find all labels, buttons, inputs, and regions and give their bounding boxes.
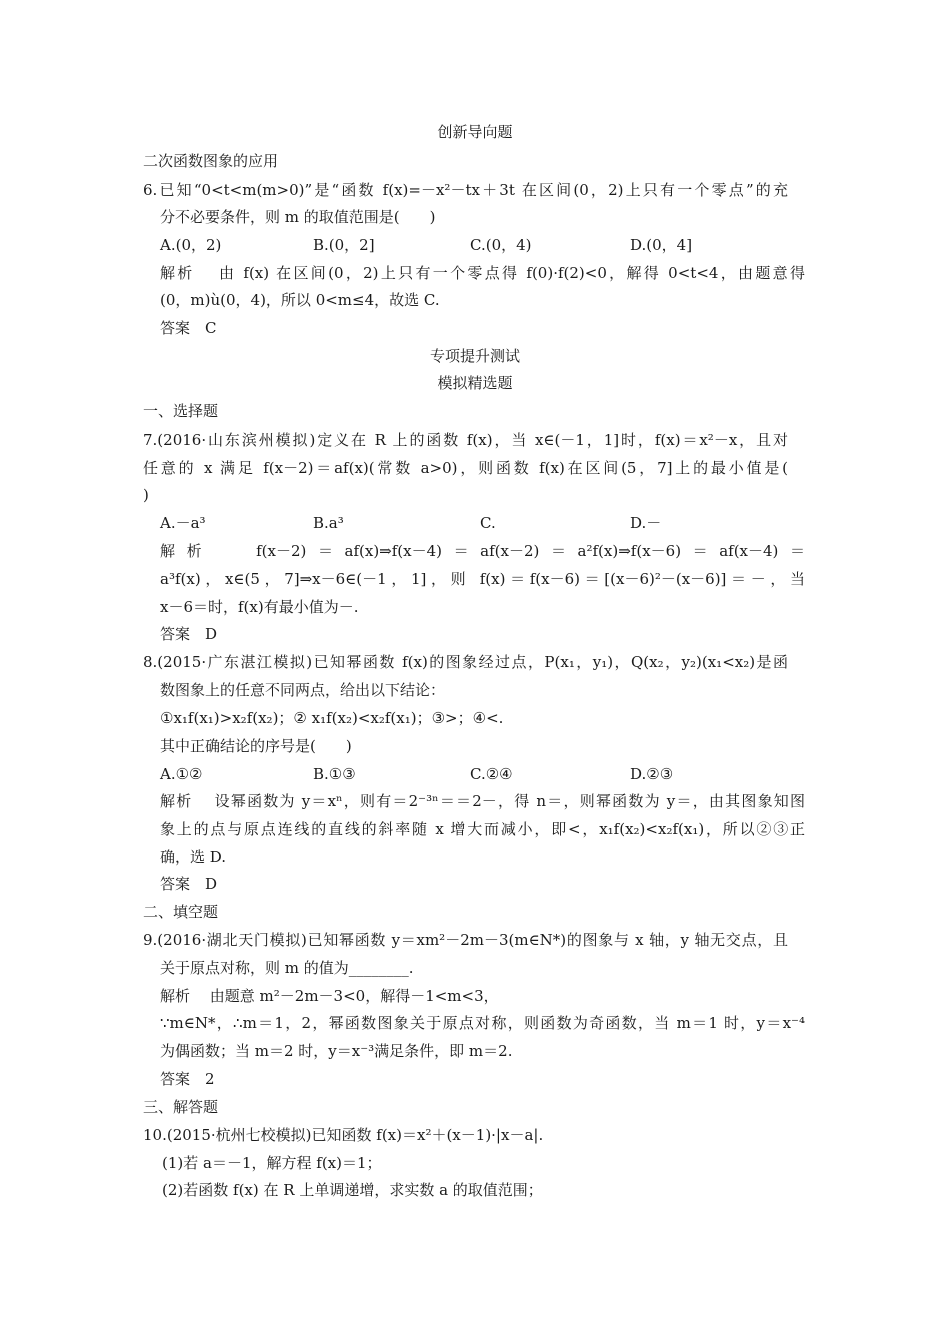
q9-stem-line1: 9.(2016·湖北天门模拟)已知幂函数 y＝xm²－2m－3(m∈N*)的图象与 x 轴，y 轴无交点，且 <box>143 931 788 949</box>
part-heading-1: 一、选择题 <box>143 402 219 420</box>
q6-option-c: C.(0，4) <box>470 236 532 254</box>
q7-stem-line3: ) <box>143 486 149 504</box>
part-heading-3: 三、解答题 <box>143 1098 219 1116</box>
q8-option-b: B.①③ <box>313 765 356 783</box>
q9-solution-line2: ∵m∈N*，∴m＝1，2，幂函数图象关于原点对称，则函数为奇函数，当 m＝1 时，y＝x⁻⁴ <box>160 1014 805 1032</box>
subsection-heading: 二次函数图象的应用 <box>143 152 279 170</box>
q6-solution-line1: 解析 由 f(x) 在区间(0，2)上只有一个零点得 f(0)·f(2)<0，解得 0<t<4，由题意得 <box>160 264 805 282</box>
section-title-2: 专项提升测试 <box>429 347 520 365</box>
q7-answer: 答案 D <box>160 625 218 643</box>
q9-solution-line1: 解析 由题意 m²－2m－3<0，解得－1<m<3， <box>160 987 499 1005</box>
q8-stem-line1: 8.(2015·广东湛江模拟)已知幂函数 f(x)的图象经过点，P(x₁，y₁)，Q(x₂，y₂)(x₁<x₂)是函 <box>143 653 788 671</box>
q8-answer: 答案 D <box>160 875 218 893</box>
q9-solution-line3: 为偶函数；当 m＝2 时，y＝x⁻³满足条件，即 m＝2. <box>160 1042 513 1060</box>
q10-stem: 10.(2015·杭州七校模拟)已知函数 f(x)＝x²＋(x－1)·|x－a|. <box>143 1126 544 1144</box>
q7-option-a: A.－a³ <box>160 514 206 532</box>
q6-answer: 答案 C <box>160 319 217 337</box>
q6-option-b: B.(0，2] <box>313 236 375 254</box>
q10-subquestion-2: (2)若函数 f(x) 在 R 上单调递增，求实数 a 的取值范围； <box>162 1181 543 1199</box>
q8-option-c: C.②④ <box>470 765 513 783</box>
q6-solution-line2: (0，m)ù(0，4)，所以 0<m≤4，故选 C. <box>160 291 440 309</box>
q7-option-c: C. <box>480 514 496 532</box>
q8-conclusions: ①x₁f(x₁)>x₂f(x₂)；② x₁f(x₂)<x₂f(x₁)；③>；④<. <box>160 709 504 727</box>
q10-subquestion-1: (1)若 a＝－1，解方程 f(x)＝1； <box>162 1154 382 1172</box>
q7-stem-line1: 7.(2016·山东滨州模拟)定义在 R 上的函数 f(x)，当 x∈(－1，1]时，f(x)＝x²－x，且对 <box>143 431 788 449</box>
q8-solution-line1: 解析 设幂函数为 y＝xⁿ，则有＝2⁻³ⁿ＝＝2－，得 n＝，则幂函数为 y＝，由其图象知图 <box>160 792 805 810</box>
q7-solution-line3: x－6＝时，f(x)有最小值为－. <box>160 598 359 616</box>
q6-option-a: A.(0，2) <box>160 236 222 254</box>
q7-option-b: B.a³ <box>313 514 344 532</box>
q8-option-d: D.②③ <box>630 765 674 783</box>
section-title: 创新导向题 <box>437 123 513 141</box>
q8-solution-line2: 象上的点与原点连线的直线的斜率随 x 增大而减小，即<，x₁f(x₂)<x₂f(x₁)，所以②③正 <box>160 820 805 838</box>
q6-option-d: D.(0，4] <box>630 236 693 254</box>
q9-answer: 答案 2 <box>160 1070 215 1088</box>
q7-stem-line2: 任意的 x 满足 f(x－2)＝af(x)(常数 a>0)，则函数 f(x)在区间(5，7]上的最小值是( <box>143 459 788 477</box>
q7-option-d: D.－ <box>630 514 662 532</box>
q8-stem-line4: 其中正确结论的序号是( ) <box>160 737 352 755</box>
q8-option-a: A.①② <box>160 765 203 783</box>
q7-solution-line1: 解析 f(x－2)＝af(x)⇒f(x－4)＝af(x－2)＝a²f(x)⇒f(x－6)＝af(x－4)＝ <box>160 542 805 560</box>
q8-stem-line2: 数图象上的任意不同两点，给出以下结论： <box>160 681 446 699</box>
q9-stem-line2: 关于原点对称，则 m 的值为________. <box>160 959 414 977</box>
q8-solution-line3: 确，选 D. <box>160 848 227 866</box>
part-heading-2: 二、填空题 <box>143 903 219 921</box>
q7-solution-line2: a³f(x)，x∈(5，7]⇒x－6∈(－1，1]，则 f(x)＝f(x－6)＝[(x－6)²－(x－6)]＝－，当 <box>160 570 805 588</box>
q6-stem-line1: 6.已知“0<t<m(m>0)”是“函数 f(x)=－x²－tx＋3t 在区间(0，2)上只有一个零点”的充 <box>143 181 788 199</box>
q6-stem-line2: 分不必要条件，则 m 的取值范围是( ) <box>160 208 436 226</box>
section-title-3: 模拟精选题 <box>437 374 513 392</box>
